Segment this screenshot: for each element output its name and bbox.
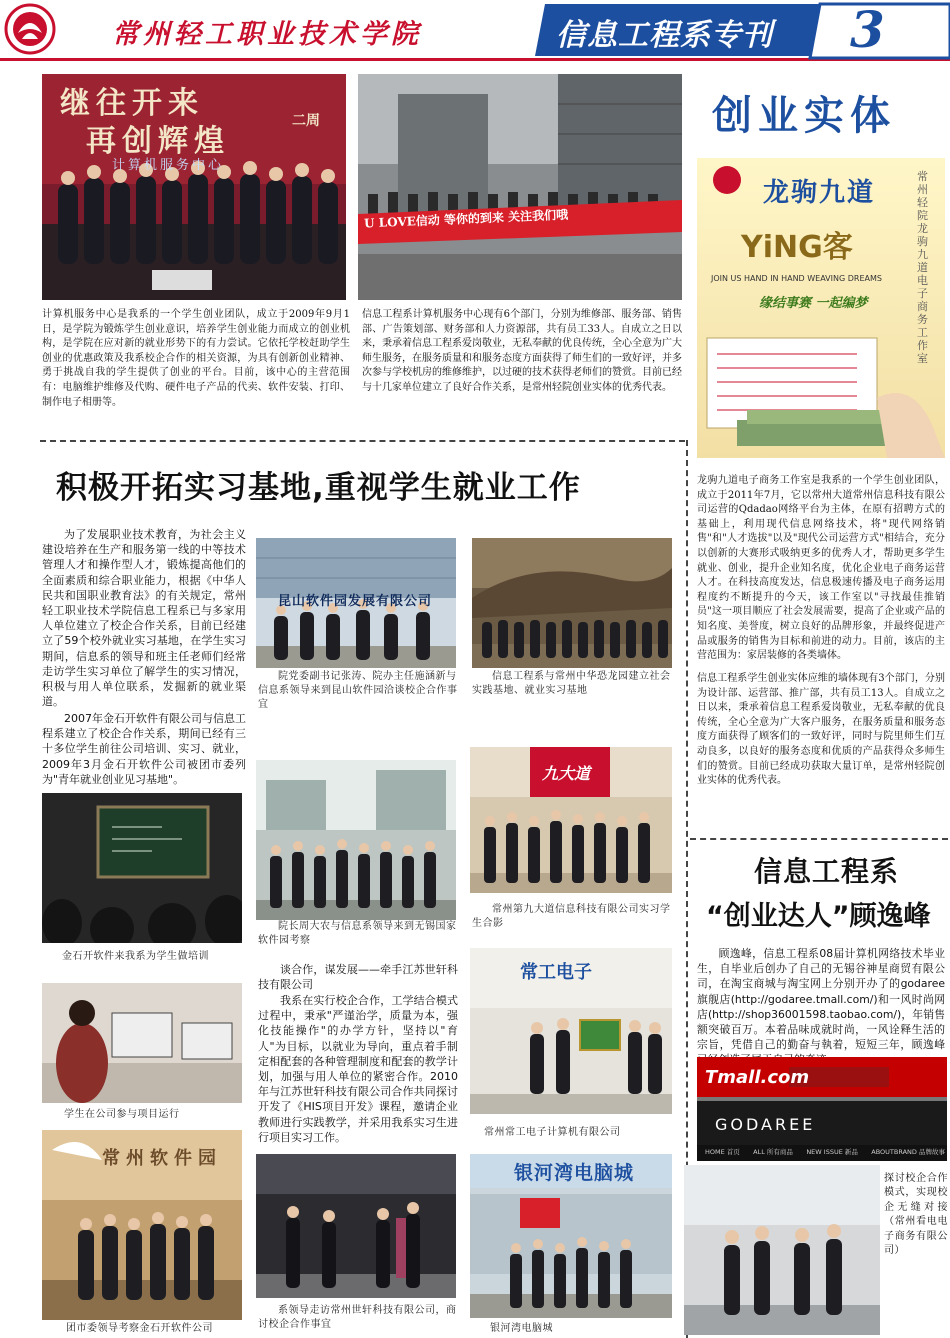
ad-side-text: 常州轻院 龙驹九道电子商务工作室 — [917, 170, 928, 365]
caption-shixuan-visit: 系领导走访常州世轩科技有限公司，商讨校企合作事宜 — [258, 1305, 457, 1330]
intro-paragraph: 为了发展职业技术教育，为社会主义建设培养在生产和服务第一线的中等技术管理人才和操作型人才，锻炼提高他们的全面素质和综合职业能力，根据《中华人民共和国职业教育法》的有关规定，常州轻工职业技术学院信息工程系已与多家用人单位建立了校企合作关系，目前已经建立了59个校外就业实习基地，在学生实习期间，信息系的领导和班主任老师们经常走访学生实习单位了解学生的实习情况，积极与用人单位联系，发掘新的就业渠道。 — [42, 528, 246, 709]
divider-right-mid — [690, 838, 948, 840]
header-bar — [0, 0, 950, 66]
divider-top — [40, 440, 685, 442]
photo-ninth-avenue — [470, 747, 672, 893]
main-headline: 积极开拓实习基地,重视学生就业工作 — [56, 470, 581, 506]
photo-student-project — [42, 983, 242, 1103]
photo-kunshan — [256, 538, 456, 668]
photo-shixuan-visit — [256, 1154, 456, 1298]
sign-changgong: 常工电子 — [520, 962, 592, 983]
service-center-intro: 计算机服务中心是我系的一个学生创业团队，成立于2009年9月1日，是学院为锻炼学生创业意识，培养学生创业能力而成立的创业机构，是学院在应对新的就业形势下的有力尝试。它依托学校赶助学生创业的优惠政策及我系校企合作的相关资源，为具有创新创业精神、勇于挑战自我的学生提供了创业的平台。目前，该中心的主营范围有：电脑维护维修及代购、硬件电子产品的代卖、软件安装、打印、制作电子相册等。 — [42, 309, 350, 408]
ad-brand: YiNG客 — [741, 230, 853, 265]
photo-changgong — [470, 948, 672, 1114]
banner-text-a: 继往开来 — [60, 86, 204, 121]
sign-kunshan: 昆山软件园发展有限公司 — [278, 594, 433, 609]
gu-title-line2: “创业达人”顾逸峰 — [706, 901, 931, 932]
store-menu-new[interactable]: NEW ISSUE 新品 — [806, 1148, 858, 1156]
entity-intro: 龙驹九道电子商务工作室是我系的一个学生创业团队，成立于2011年7月，它以常州大道常州信息科技有限公司运营的Qdadao网络平台为主体，在原有招聘方式的基础上，利用现代信息网络技术，将"现代网络销售"和"人才选拔"以及"现代公司运营方式"相结合，充分以创新的大赛形式吸纳更多的优秀人才，帮助更多学生就业、创业，提升企业知名度，优化企业电子商务运营人才。在科技高度发达，信息极速传播及电子商务运用程度约不断提升的今天，该工作室以"寻找最佳推销员"这一项目顺应了社会发展需要，提高了企业或产品的知名度、美誉度，树立良好的品牌形象，并最终促进产品或服务的销售为目标和前进的动力。目前，该店的主营范围为：家居装修的各类墙体。 — [697, 475, 945, 662]
sign-yinhewan: 银河湾电脑城 — [514, 1162, 635, 1184]
store-menu-all[interactable]: ALL 所有商品 — [753, 1148, 793, 1156]
page-number: 3 — [850, 0, 885, 59]
tmall-store-screenshot — [697, 1057, 947, 1161]
jinshikai-paragraph: 2007年金石开软件有限公司与信息工程系建立了校企合作关系，期间已经有三十多位学生前往公司培训、实习、就业，2009年3月金石开软件公司被团市委列为"青年就业创业见习基地"。 — [42, 712, 246, 786]
bottom-right-caption: 探讨校企合作模式，实现校企无缝对接（常州看电电子商务有限公司） — [884, 1173, 948, 1257]
caption-league-visit: 团市委领导考察金石开软件公司 — [66, 1323, 213, 1334]
photo-changzhou-software-park — [42, 1130, 242, 1320]
photo-dinosaur-park — [472, 538, 672, 668]
store-menu-about[interactable]: ABOUTBRAND 品牌故事 — [871, 1148, 945, 1156]
sign-changzhou-software-park: 常州软件园 — [102, 1148, 222, 1169]
shixuan-title: 谈合作，谋发展——牵手江苏世轩科技有限公司 — [258, 963, 458, 992]
ad-title: 龙驹九道 — [763, 178, 876, 208]
shixuan-paragraph: 我系在实行校企合作，工学结合模式过程中，秉承"严谨治学，质量为本，强化技能操作"的办学方针，坚持以"育人"为目标，以就业为导向，重点着手制定相配套的各种管理制度和配套的教学计划，加强与用人单位的紧密合作。2010年与江苏世轩科技有限公司合作共同探讨开发了《HIS项目开发》课程，邀请企业教师进行实践教学，并采用我系实习生进行项目实习工作。 — [258, 994, 458, 1144]
photo-training — [42, 793, 242, 943]
gu-paragraph: 顾逸峰，信息工程系08届计算机网络技术毕业生，自毕业后创办了自己的无锡谷神星商贸有限公司，在淘宝商城与淘宝网上分别开办了的godaree旗舰店(http://godaree.tmall.com/)和一风时尚网店(http://shop36001598.taobao.com/)，年销售额突破百万。本着品味成就时尚，一风诠释生活的宗旨，凭借自己的勤奋与執着，短短三年，顾逸峰 — [697, 947, 945, 1052]
godaree-logo: GODAREE — [715, 1115, 816, 1134]
photo-bottom-right — [684, 1165, 880, 1335]
caption-kunshan: 院党委副书记张涛、院办主任施涵新与信息系领导来到昆山软件园洽谈校企合作事宜 — [258, 671, 458, 710]
banner-sub: 计算机服务中心 — [112, 158, 225, 173]
ad-slogan-cn: 缘结事赛 一起编梦 — [759, 296, 868, 311]
gu-title-line1: 信息工程系 — [754, 855, 900, 888]
banner-text-b: 再创辉煌 — [86, 124, 230, 159]
section-title: 信息工程系专刊 — [556, 18, 773, 53]
sign-ninth-avenue: 九大道 — [542, 764, 591, 783]
caption-yinhewan: 银河湾电脑城 — [490, 1323, 553, 1334]
store-menu — [705, 1147, 945, 1156]
entity-title: 创业实体 — [712, 93, 896, 139]
caption-dinosaur-park: 信息工程系与常州中华恐龙园建立社会实践基地、就业实习基地 — [472, 671, 671, 696]
caption-wuxi: 院长周大农与信息系领导来到无锡国家软件园考察 — [258, 921, 457, 946]
service-center-departments: 信息工程系计算机服务中心现有6个部门，分别为维修部、服务部、销售部、广告策划部、财务部和人力资源部，共有员工33人。自成立之日以来，秉承着信息工程系爱岗敬业，无私奉献的优良传统，全心全意为广大师生服务，在服务质量和和服务态度方面获得了师生们的一致好评，并多次参与学校机房的维修维护，以过硬的技术获得老师们的赞赏。目前已经与十几家单位建立了良好合作关系，是常州轻院创业实体的优秀代表。 — [362, 309, 682, 393]
entity-departments: 信息工程系学生创业实体应维的墙体现有3个部门，分别为设计部、运营部、推广部，共有员工13人。自成立之日以来，秉承着信息工程系爱岗敬业，无私奉献的优良传统，全心全意为广大客户服务，在服务质量和服务态度方面获得了顾客们的一致好评，同时与院里师生们互动良多，以良好的服务态度和优质的产品获得众多师生们的赞赏。目前已经成功获取大量订单，是常州轻院创业实体的优秀代表。 — [697, 673, 945, 787]
tmall-logo: Tmall.com — [705, 1067, 810, 1088]
photo-wuxi — [256, 760, 456, 920]
photo-street-banner — [358, 74, 682, 300]
caption-training: 金石开软件来我系为学生做培训 — [62, 951, 209, 962]
caption-ninth-avenue: 常州第九大道信息科技有限公司实习学生合影 — [472, 904, 671, 929]
school-name: 常州轻工职业技术学院 — [112, 19, 422, 50]
school-logo-icon — [4, 3, 56, 55]
red-banner-text: U LOVE信动 等你的到来 关注我们哦 — [363, 207, 569, 231]
photo-yinhewan — [470, 1154, 672, 1318]
photo-service-center-team — [42, 74, 346, 300]
store-menu-home[interactable]: HOME 首页 — [705, 1148, 740, 1156]
banner-text-c: 二周 — [292, 113, 320, 129]
caption-student-project: 学生在公司参与项目运行 — [64, 1109, 180, 1120]
ad-slogan-en: JOIN US HAND IN HAND WEAVING DREAMS — [711, 274, 882, 283]
yingke-ad — [697, 158, 945, 458]
caption-changgong: 常州常工电子计算机有限公司 — [484, 1127, 621, 1138]
